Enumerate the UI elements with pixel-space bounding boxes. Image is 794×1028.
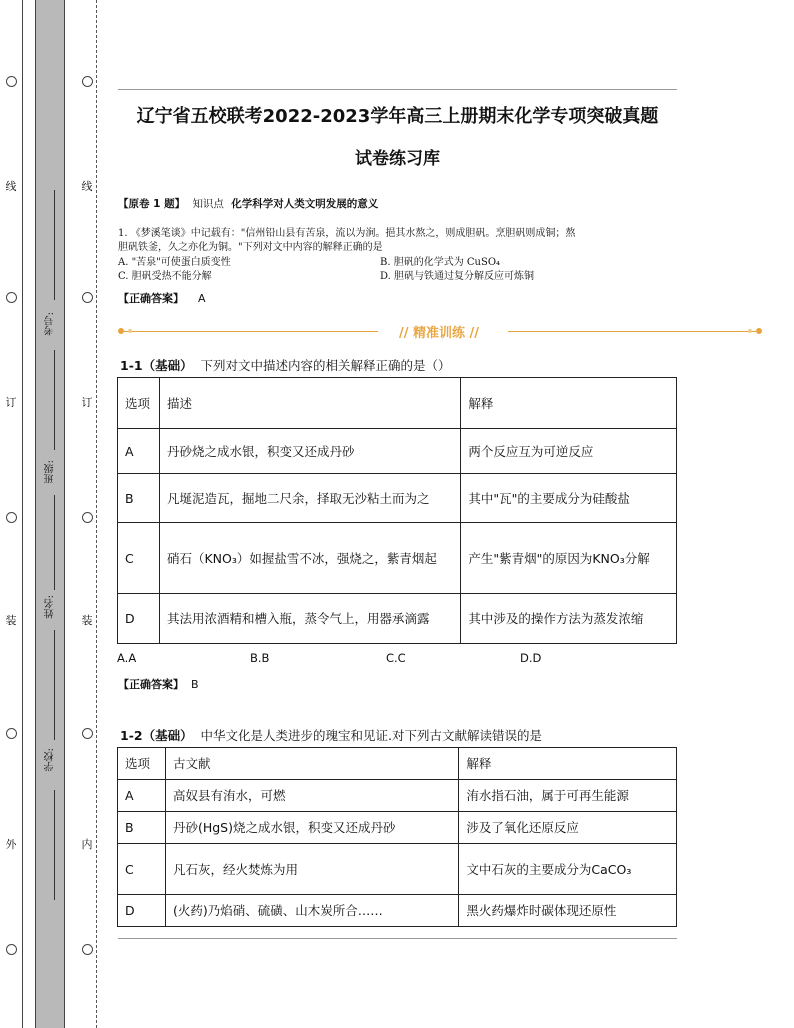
question-number: 1-2（基础） <box>120 728 193 743</box>
binding-hole <box>82 512 93 523</box>
class-label: 班级: <box>45 460 56 484</box>
margin-char-nei: 内 <box>81 838 93 851</box>
table-cell: 两个反应互为可逆反应 <box>461 429 677 474</box>
choice-b[interactable]: B.B <box>250 651 270 665</box>
slash-icon: // <box>469 326 480 341</box>
question-1-2-table <box>117 747 677 927</box>
choice-a[interactable]: A.A <box>117 651 137 665</box>
table-cell: B <box>118 812 166 844</box>
table-row <box>118 523 677 594</box>
table-cell: 其中涉及的操作方法为蒸发浓缩 <box>461 594 677 644</box>
question-1-1-stem <box>120 356 451 374</box>
inner-dashed-line <box>96 0 97 1028</box>
table-cell: 黑火药爆炸时碳体现还原性 <box>459 895 677 927</box>
table-cell: 涉及了氧化还原反应 <box>459 812 677 844</box>
divider-line-right <box>508 331 756 332</box>
question-1-1-table <box>117 377 677 644</box>
original-tag: 【原卷 1 题】 <box>118 198 186 210</box>
binding-hole <box>82 76 93 87</box>
table-cell: C <box>118 844 166 895</box>
answer-label: 【正确答案】 <box>118 292 184 305</box>
table-header-cell: 古文献 <box>165 748 458 780</box>
table-cell: C <box>118 523 160 594</box>
table-row <box>118 429 677 474</box>
table-cell: 洧水指石油，属于可再生能源 <box>459 780 677 812</box>
answer-label: 【正确答案】 <box>118 678 184 691</box>
binding-hole <box>6 292 17 303</box>
table-cell: 丹砂烧之成水银，积变又还成丹砂 <box>159 429 460 474</box>
table-cell: A <box>118 429 160 474</box>
table-header-cell: 解释 <box>459 748 677 780</box>
table-header-cell: 选项 <box>118 748 166 780</box>
divider-dot-icon <box>748 329 752 333</box>
table-cell: D <box>118 895 166 927</box>
divider-dot-icon <box>118 328 124 334</box>
margin-char-xian: 线 <box>81 180 93 193</box>
table-header-row <box>118 748 677 780</box>
margin-char-ding: 订 <box>5 396 17 409</box>
table-row <box>118 844 677 895</box>
answer-value: B <box>191 678 199 691</box>
table-cell: 其法用浓酒精和槽入瓶，蒸令气上，用器承滴露 <box>159 594 460 644</box>
original-option-c: C. 胆矾受热不能分解 <box>118 271 212 282</box>
exam-number-label: 考号: <box>45 312 56 336</box>
table-header-cell: 描述 <box>159 378 460 429</box>
table-cell: B <box>118 474 160 523</box>
choice-c[interactable]: C.C <box>386 651 406 665</box>
table-cell: A <box>118 780 166 812</box>
divider-text: 精准训练 <box>412 326 465 341</box>
outer-divider-line <box>22 0 23 1028</box>
question-1-1-answer <box>118 676 199 692</box>
top-rule <box>118 89 677 90</box>
table-row <box>118 594 677 644</box>
table-cell: (火药)乃焰硝、硫磺、山木炭所合…… <box>165 895 458 927</box>
school-label: 学校: <box>45 748 56 772</box>
table-row <box>118 812 677 844</box>
table-cell: 凡石灰，经火焚炼为用 <box>165 844 458 895</box>
page-subtitle: 试卷练习库 <box>355 149 440 169</box>
binding-hole <box>82 944 93 955</box>
bar-right-edge <box>64 0 65 1028</box>
original-answer <box>118 290 206 306</box>
knowledge-point: 化学科学对人类文明发展的意义 <box>231 198 379 210</box>
school-blank[interactable] <box>54 630 55 740</box>
name-blank[interactable] <box>54 495 55 590</box>
table-cell: 其中"瓦"的主要成分为硅酸盐 <box>461 474 677 523</box>
name-label: 姓名: <box>45 595 56 619</box>
table-cell: 产生"紫青烟"的原因为KNO₃分解 <box>461 523 677 594</box>
binding-hole <box>82 292 93 303</box>
page-title: 辽宁省五校联考2022-2023学年高三上册期末化学专项突破真题 <box>136 106 659 127</box>
margin-char-zhuang: 装 <box>5 614 17 627</box>
table-cell: 文中石灰的主要成分为CaCO₃ <box>459 844 677 895</box>
question-number: 1-1（基础） <box>120 358 193 373</box>
table-row <box>118 474 677 523</box>
table-cell: 高奴县有洧水，可燃 <box>165 780 458 812</box>
class-blank[interactable] <box>54 350 55 450</box>
bar-left-edge <box>35 0 36 1028</box>
question-1-2-stem <box>120 726 542 744</box>
margin-char-ding: 订 <box>81 396 93 409</box>
table-cell: 硝石（KNO₃）如握盐雪不冰，强烧之，紫青烟起 <box>159 523 460 594</box>
divider-title <box>379 322 499 341</box>
original-option-b: B. 胆矾的化学式为 CuSO₄ <box>380 257 501 268</box>
table-header-row <box>118 378 677 429</box>
question-text: 下列对文中描述内容的相关解释正确的是（） <box>200 358 451 373</box>
margin-char-xian: 线 <box>5 180 17 193</box>
table-row <box>118 895 677 927</box>
table-cell: 丹砂(HgS)烧之成水银，积变又还成丹砂 <box>165 812 458 844</box>
exam-number-blank[interactable] <box>54 190 55 300</box>
original-option-d: D. 胆矾与铁通过复分解反应可炼铜 <box>380 271 535 282</box>
binding-hole <box>6 76 17 87</box>
question-text: 中华文化是人类进步的瑰宝和见证.对下列古文献解读错误的是 <box>200 728 543 743</box>
divider-line-left <box>120 331 378 332</box>
original-question-line1: 1. 《梦溪笔谈》中记载有："信州铅山县有苦泉，流以为涧。挹其水熬之，则成胆矾。烹胆矾则成铜；熬 <box>118 228 576 239</box>
gray-binding-bar <box>35 0 64 1028</box>
divider-dot-icon <box>756 328 762 334</box>
original-option-a: A. "苦泉"可使蛋白质变性 <box>118 257 231 268</box>
table-header-cell: 解释 <box>461 378 677 429</box>
original-question-header <box>118 197 378 211</box>
knowledge-prefix: 知识点 <box>192 198 224 210</box>
table-header-cell: 选项 <box>118 378 160 429</box>
margin-char-zhuang: 装 <box>81 614 93 627</box>
binding-hole <box>6 728 17 739</box>
bottom-rule <box>118 938 677 939</box>
slash-icon: // <box>398 326 409 341</box>
binding-hole <box>6 512 17 523</box>
table-cell: D <box>118 594 160 644</box>
answer-value: A <box>198 292 206 305</box>
original-question-line2: 胆矾铁釜，久之亦化为铜。"下列对文中内容的解释正确的是 <box>118 242 383 253</box>
margin-char-wai: 外 <box>5 838 17 851</box>
choice-d[interactable]: D.D <box>520 651 542 665</box>
divider-dot-icon <box>128 329 132 333</box>
binding-hole <box>6 944 17 955</box>
margin-blank-line <box>54 790 55 900</box>
binding-hole <box>82 728 93 739</box>
table-row <box>118 780 677 812</box>
table-cell: 凡埏泥造瓦，掘地二尺余，择取无沙粘土而为之 <box>159 474 460 523</box>
